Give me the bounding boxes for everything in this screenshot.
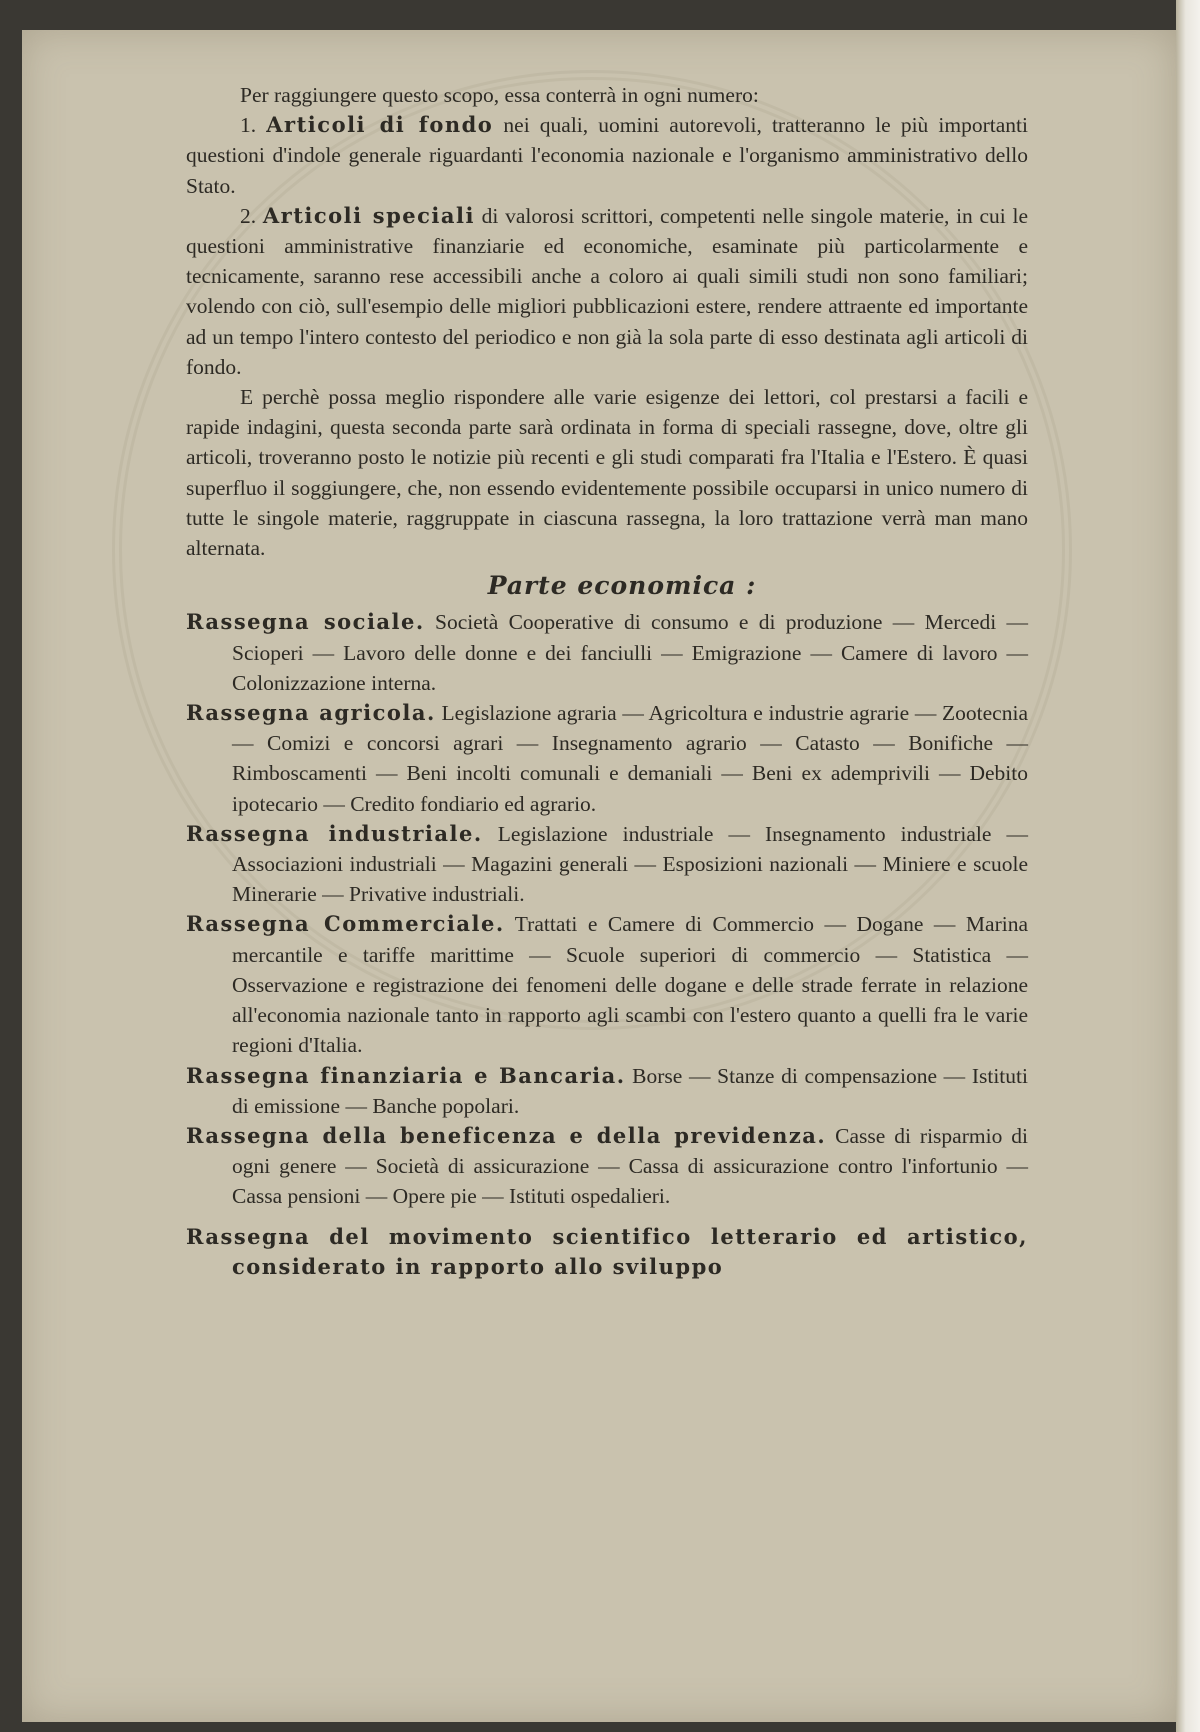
rassegna-title: Rassegna della beneficenza e della previdenza. <box>186 1122 827 1148</box>
page-edge <box>1176 0 1200 1732</box>
rassegna-title: Rassegna sociale. <box>186 609 425 635</box>
rassegna-text: Trattati e Camere di Commercio — Dogane — Marina mercantile e tariffe marittime — Scuole superiori di commercio — Statistica — Osservazione e registrazione dei fenomeni delle dogane e delle strade ferrate in relazione all'economia nazionale tanto in rapporto agli scambi con l'estero quanto a quelli fra le varie regioni d'Italia. <box>232 912 1028 1058</box>
rassegna-title: Rassegna del movimento scientifico letterario ed artistico, considerato in rapporto allo sviluppo <box>186 1223 1028 1279</box>
rassegna-text: Legislazione industriale — Insegnamento industriale — Associazioni industriali — Magazini generali — Esposizioni nazionali — Miniere e scuole Minerarie — Privative industriali. <box>232 821 1028 907</box>
rassegna-agricola <box>186 698 1028 819</box>
rassegna-movimento-scientifico <box>186 1222 1028 1282</box>
rassegna-text: Legislazione agraria — Agricoltura e industrie agrarie — Zootecnia — Comizi e concorsi agrari — Insegnamento agrario — Catasto — Bonifiche — Rimboscamenti — Beni incolti comunali e demaniali — Beni ex ademprivili — Debito ipotecario — Credito fondiario ed agrario. <box>232 701 1028 816</box>
rassegna-text: Società Cooperative di consumo e di produzione — Mercedi — Scioperi — Lavoro delle donne e dei fanciulli — Emigrazione — Camere di lavoro — Colonizzazione interna. <box>232 610 1028 695</box>
rassegna-text: Casse di risparmio di ogni genere — Società di assicurazione — Cassa di assicurazione contro l'infortunio — Cassa pensioni — Opere pie — Istituti ospedalieri. <box>232 1123 1028 1209</box>
item-2-title: Articoli speciali <box>262 202 475 228</box>
rassegna-commerciale <box>186 909 1028 1060</box>
item-1-number: 1. <box>240 113 257 138</box>
section-heading: Parte economica : <box>487 571 757 601</box>
intro-paragraph: Per raggiungere questo scopo, essa conterrà in ogni numero: <box>240 83 759 107</box>
scan-border-top <box>0 0 1200 30</box>
item-1-title: Articoli di fondo <box>266 112 494 138</box>
rassegna-finanziaria <box>186 1061 1028 1121</box>
item-2-number: 2. <box>240 203 257 228</box>
rassegna-text: Borse — Stanze di compensazione — Istituti di emissione — Banche popolari. <box>232 1063 1028 1118</box>
item-1-text: nei quali, uomini autorevoli, tratteranno le più importanti questioni d'indole generale riguardanti l'economia nazionale e l'organismo amministrativo dello Stato. <box>186 113 1028 198</box>
paragraph-3: E perchè possa meglio rispondere alle varie esigenze dei lettori, col prestarsi a facili e rapide indagini, questa seconda parte sarà ordinata in forma di speciali rassegne, dove, oltre gli articoli, troveranno posto le notizie più recenti e gli studi comparati fra l'Italia e l'Estero. È quasi superfluo il soggiungere, che, non essendo evidentemente possibile occuparsi in unico numero di tutte le singole materie, raggruppate in ciascuna rassegna, la loro trattazione verrà man mano alternata. <box>186 385 1028 561</box>
rassegna-title: Rassegna Commerciale. <box>186 911 505 937</box>
rassegna-title: Rassegna agricola. <box>186 700 436 726</box>
rassegna-title: Rassegna industriale. <box>186 820 483 846</box>
item-2-paragraph <box>186 201 1028 382</box>
item-1-paragraph <box>186 110 1028 201</box>
rassegna-title: Rassegna finanziaria e Bancaria. <box>186 1062 626 1088</box>
item-2-text: di valorosi scrittori, competenti nelle singole materie, in cui le questioni amministrative finanziarie ed economiche, esaminate più particolarmente e tecnicamente, saranno rese accessibili anche a coloro ai quali simili studi non sono familiari; volendo con ciò, sull'esempio delle migliori pubblicazioni estere, rendere attraente ed importante ad un tempo l'intero contesto del periodico e non già la sola parte di esso destinata agli articoli di fondo. <box>186 203 1028 379</box>
document-body <box>186 80 1028 1282</box>
rassegna-beneficenza <box>186 1121 1028 1212</box>
rassegna-sociale <box>186 607 1028 698</box>
rassegna-industriale <box>186 819 1028 910</box>
